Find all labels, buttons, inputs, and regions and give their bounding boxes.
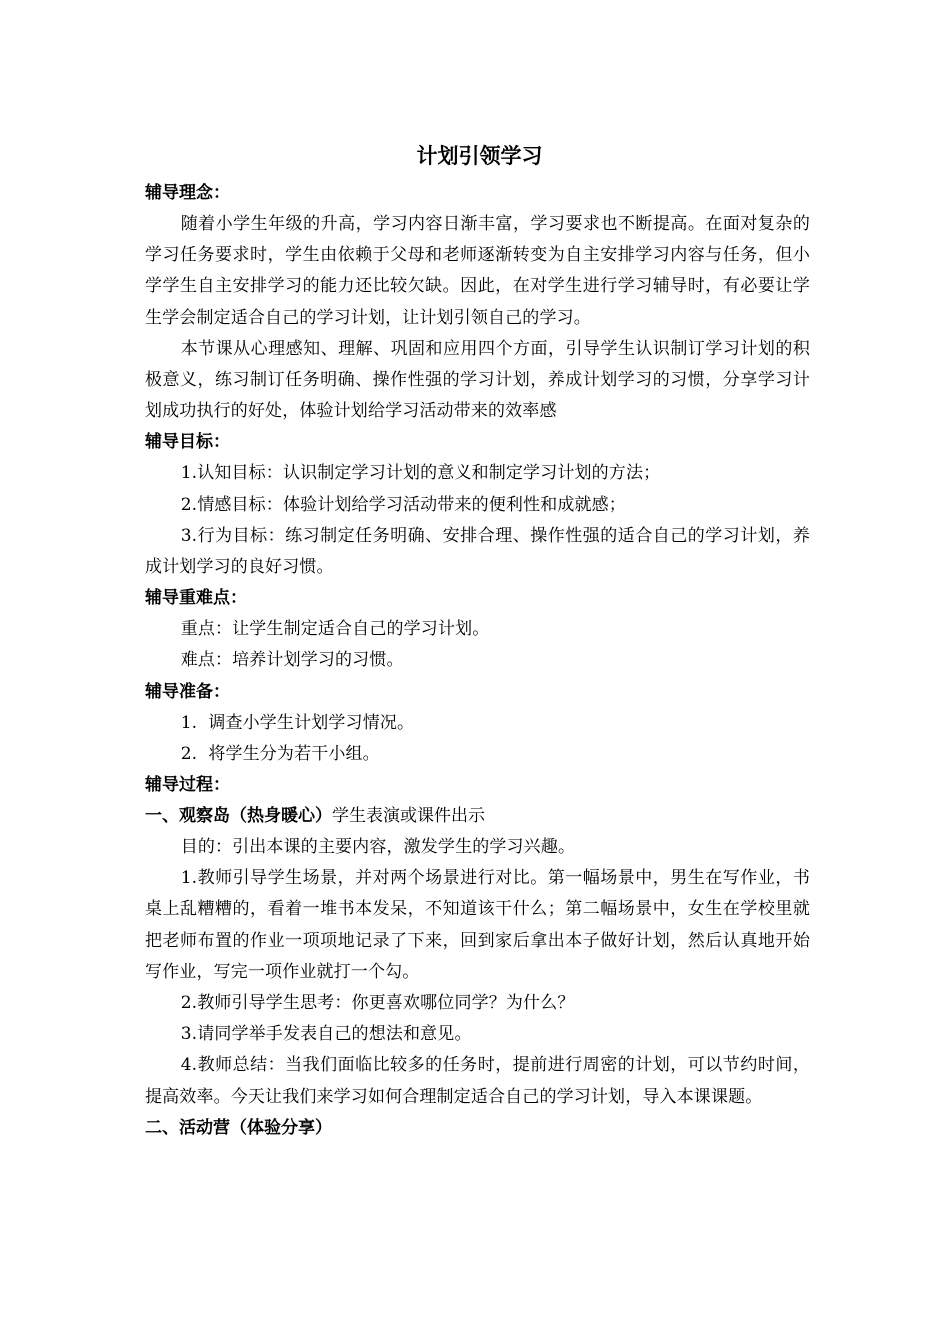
goal-item: 1.认知目标：认识制定学习计划的意义和制定学习计划的方法； bbox=[180, 463, 661, 484]
section-one-paragraph: 1.教师引导学生场景，并对两个场景进行对比。第一幅场景中，男生在写作业，书桌上乱糟糟的，看着一堆书本发呆，不知道该干什么；第二幅场景中，女生在学校里就把老师布置的作业一项项地记录了下来，回到家后拿出本子做好计划，然后认真地开始写作业，写完一项作业就打一个勾。 bbox=[145, 868, 810, 982]
section-two-title-bold: 二、活动营（体验分享） bbox=[145, 1117, 332, 1138]
key-point-item: 难点：培养计划学习的习惯。 bbox=[180, 650, 404, 671]
key-points-heading: 辅导重难点： bbox=[145, 588, 247, 609]
section-one-paragraph: 2.教师引导学生思考：你更喜欢哪位同学？为什么？ bbox=[180, 993, 575, 1014]
section-two-title bbox=[145, 1113, 810, 1144]
section-one-paragraph: 4.教师总结：当我们面临比较多的任务时，提前进行周密的计划，可以节约时间，提高效率。今天让我们来学习如何合理制定适合自己的学习计划，导入本课课题。 bbox=[145, 1055, 810, 1107]
preparation-item: 2. 将学生分为若干小组。 bbox=[180, 743, 380, 764]
philosophy-heading: 辅导理念： bbox=[145, 183, 230, 203]
goals-heading: 辅导目标： bbox=[145, 432, 230, 453]
key-point-item: 重点：让学生制定适合自己的学习计划。 bbox=[180, 619, 490, 640]
philosophy-paragraph: 本节课从心理感知、理解、巩固和应用四个方面，引导学生认识制订学习计划的积极意义，练习制订任务明确、操作性强的学习计划，养成计划学习的习惯，分享学习计划成功执行的好处，体验计划给学习活动带来的效率感 bbox=[145, 338, 810, 422]
goal-item: 3.行为目标：练习制定任务明确、安排合理、操作性强的适合自己的学习计划，养成计划学习的良好习惯。 bbox=[145, 525, 810, 578]
document-page bbox=[145, 138, 810, 1144]
document-title: 计划引领学习 bbox=[416, 144, 543, 168]
section-one-title-rest: 学生表演或课件出示 bbox=[332, 806, 485, 827]
philosophy-paragraph: 随着小学生年级的升高，学习内容日渐丰富，学习要求也不断提高。在面对复杂的学习任务要求时，学生由依赖于父母和老师逐渐转变为自主安排学习内容与任务，但小学学生自主安排学习的能力还比较欠缺。因此，在对学生进行学习辅导时，有必要让学生学会制定适合自己的学习计划，让计划引领自己的学习。 bbox=[145, 214, 810, 328]
section-one-title-bold: 一、观察岛（热身暖心） bbox=[145, 806, 332, 827]
section-one-paragraph: 3.请同学举手发表自己的想法和意见。 bbox=[180, 1024, 472, 1045]
preparation-heading: 辅导准备： bbox=[145, 681, 230, 702]
goal-item: 2.情感目标：体验计划给学习活动带来的便利性和成就感； bbox=[180, 494, 626, 515]
preparation-item: 1. 调查小学生计划学习情况。 bbox=[180, 712, 415, 733]
process-heading: 辅导过程： bbox=[145, 775, 230, 796]
section-one-paragraph: 目的：引出本课的主要内容，激发学生的学习兴趣。 bbox=[180, 837, 576, 858]
section-one-title bbox=[145, 801, 810, 832]
